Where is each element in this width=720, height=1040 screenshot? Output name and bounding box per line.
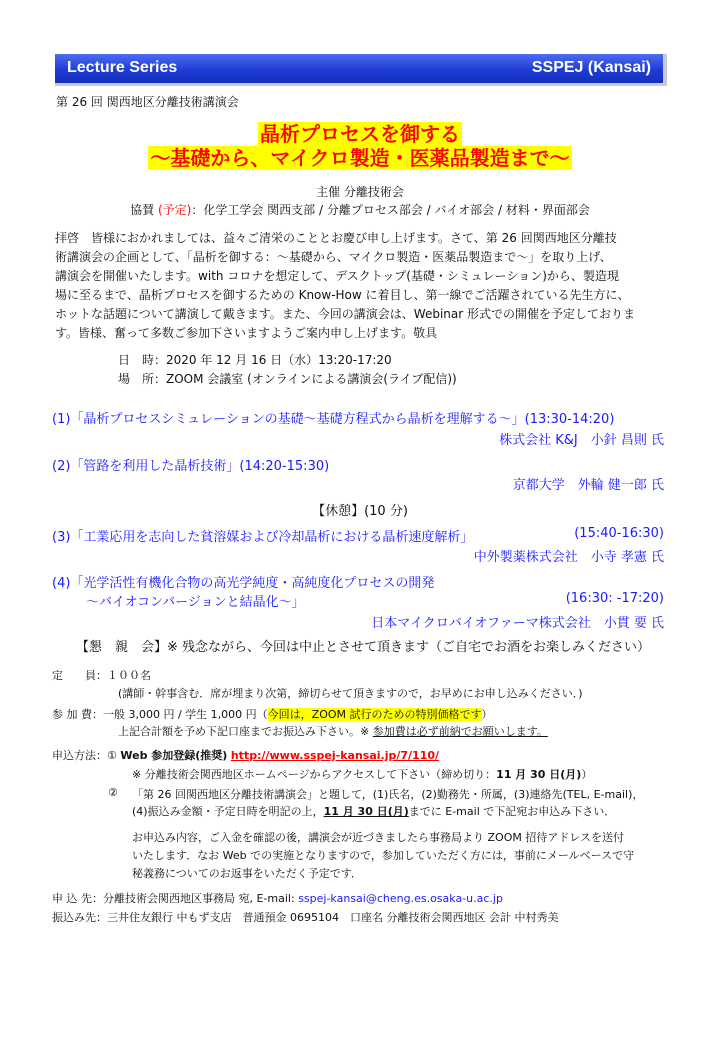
greeting-line: 場に至るまで、晶析プロセスを御するための Know-How に着目し、第一線でご活躍されている先生方に、 bbox=[55, 288, 630, 302]
event-venue: 場 所：ZOOM 会議室 (オンラインによる講演会(ライブ配信)) bbox=[118, 372, 457, 386]
confirm-line: お申込み内容，ご入金を確認の後，講演会が近づきましたら事務局より ZOOM 招待アドレスを送付 bbox=[132, 831, 625, 844]
fee-note-underlined: 参加費は必ず前納でお願いします。 bbox=[372, 725, 548, 738]
confirm-line: 秘義務についてのお返事をいただく予定です． bbox=[132, 867, 362, 880]
title-line2: ～基礎から、マイクロ製造・医薬品製造まで～ bbox=[150, 146, 570, 170]
capacity-label: 定 員：１００名 bbox=[52, 669, 151, 682]
web-note bbox=[132, 766, 592, 782]
web-deadline: 11 月 30 日(月) bbox=[496, 768, 582, 781]
greeting-line: ホットな話題について講演して戴きます。また、今回の講演会は、Webinar 形式での開催を予定しておりま bbox=[55, 307, 636, 321]
apply-label: 申込方法：① bbox=[52, 749, 117, 762]
lecture-3-title: (3)「工業応用を志向した貧溶媒および冷却晶析における晶析速度解析」 bbox=[52, 530, 474, 545]
apply-method-1 bbox=[52, 747, 439, 763]
confirm-paragraph bbox=[132, 829, 634, 883]
fee-note bbox=[118, 723, 548, 739]
method-2-line2a: (4)振込み金額・予定日時を明記の上， bbox=[132, 805, 324, 818]
lecture-3-time: (15:40-16:30) bbox=[574, 526, 664, 541]
banner-left-label: Lecture Series bbox=[67, 59, 178, 76]
web-note-text: ※ 分離技術会関西地区ホームページからアクセスして下さい（締め切り： bbox=[132, 768, 497, 781]
title-line1: 晶析プロセスを御する bbox=[260, 122, 460, 146]
fee-close: ） bbox=[481, 708, 493, 721]
greeting-line: す。皆様、奮って多数ご参加下さいますようご案内申し上げます。敬具 bbox=[55, 326, 438, 340]
lecture-4-title-line2: ～バイオコンバージョンと結晶化～」 bbox=[86, 595, 305, 610]
social-notice: 【懇 親 会】※ 残念ながら、今回は中止とさせて頂きます（ご自宅でお酒をお楽しみください） bbox=[76, 640, 651, 655]
contact-email[interactable]: sspej-kansai@cheng.es.osaka-u.ac.jp bbox=[298, 892, 503, 905]
confirm-line: いたします．なお Web での実施となりますので，参加していただく方には，事前にメールベースで守 bbox=[132, 849, 635, 862]
lecture-4-speaker: 日本マイクロバイオファーマ株式会社 小貫 要 氏 bbox=[371, 616, 664, 631]
method-2-line2b: までに E-mail で下記宛お申込み下さい． bbox=[408, 805, 616, 818]
lecture-1-speaker: 株式会社 K&J 小針 昌則 氏 bbox=[499, 433, 664, 448]
fee-highlight: 今回は，ZOOM 試行のための特別価格です bbox=[267, 708, 482, 721]
bank-info: 振込み先：三井住友銀行 中もず支店 普通預金 0695104 口座名 分離技術会関西地区 会計 中村秀美 bbox=[52, 911, 559, 924]
greeting-paragraph bbox=[55, 229, 635, 343]
break-label: 【休憩】(10 分) bbox=[312, 504, 408, 519]
title-line2-wrap bbox=[0, 146, 720, 170]
method-2-deadline: 11 月 30 日(月) bbox=[323, 805, 409, 818]
method-2-line1: 「第 26 回関西地区分離技術講演会」と題して，(1)氏名，(2)勤務先・所属，(3)連絡先(TEL, E-mail)， bbox=[132, 788, 644, 801]
series-label: 第 26 回 関西地区分離技術講演会 bbox=[56, 95, 239, 109]
organizer: 主催 分離技術会 bbox=[316, 185, 404, 199]
method-2-number: ② bbox=[108, 786, 118, 799]
contact-line bbox=[52, 890, 503, 906]
lecture-3-speaker: 中外製薬株式会社 小寺 孝憲 氏 bbox=[473, 550, 664, 565]
web-registration-link[interactable]: http://www.sspej-kansai.jp/7/110/ bbox=[230, 749, 440, 762]
web-registration-label: Web 参加登録(推奨) bbox=[120, 749, 228, 762]
greeting-line: 拝啓 皆様におかれましては、益々ご清栄のこととお慶び申し上げます。さて、第 26 回関西地区分離技 bbox=[55, 231, 617, 245]
lecture-2-title: (2)「管路を利用した晶析技術」(14:20-15:30) bbox=[52, 459, 330, 474]
cosponsor-rest: ：化学工学会 関西支部 / 分離プロセス部会 / バイオ部会 / 材料・界面部会 bbox=[191, 203, 590, 217]
fee-line bbox=[52, 706, 493, 722]
capacity-note: (講師・幹事含む．席が埋まり次第，締切らせて頂きますので，お早めにお申し込みください．) bbox=[118, 687, 583, 700]
fee-label: 参 加 費：一般 3,000 円 / 学生 1,000 円（ bbox=[52, 708, 268, 721]
cosponsor bbox=[0, 201, 720, 218]
cosponsor-prefix: 協賛 bbox=[130, 203, 158, 217]
web-note-end: ） bbox=[581, 768, 593, 781]
method-2-line2 bbox=[132, 803, 615, 819]
lecture-4-title: (4)「光学活性有機化合物の高光学純度・高純度化プロセスの開発 bbox=[52, 576, 435, 591]
lecture-2-speaker: 京都大学 外輪 健一郎 氏 bbox=[512, 478, 664, 493]
lecture-1-title: (1)「晶析プロセスシミュレーションの基礎～基礎方程式から晶析を理解する～」(13:30-14:20) bbox=[52, 412, 615, 427]
greeting-line: 術講演会の企画として、「晶析を御する：～基礎から、マイクロ製造・医薬品製造まで～」を取り上げ、 bbox=[55, 250, 612, 264]
lecture-series-banner bbox=[55, 54, 667, 86]
contact-label: 申 込 先：分離技術会関西地区事務局 宛, E-mail: bbox=[52, 892, 299, 905]
banner-right-label: SSPEJ (Kansai) bbox=[531, 59, 651, 76]
fee-note-plain: 上記合計額を予め下記口座までお振込み下さい。※ bbox=[118, 725, 373, 738]
event-datetime: 日 時：2020 年 12 月 16 日（水）13:20-17:20 bbox=[118, 353, 392, 367]
cosponsor-tentative: (予定) bbox=[157, 203, 192, 217]
title-line1-wrap bbox=[0, 122, 720, 146]
greeting-line: 講演会を開催いたします。with コロナを想定して、デスクトップ(基礎・シミュレーション)から、製造現 bbox=[55, 269, 619, 283]
lecture-4-time: (16:30: -17:20) bbox=[565, 591, 664, 606]
